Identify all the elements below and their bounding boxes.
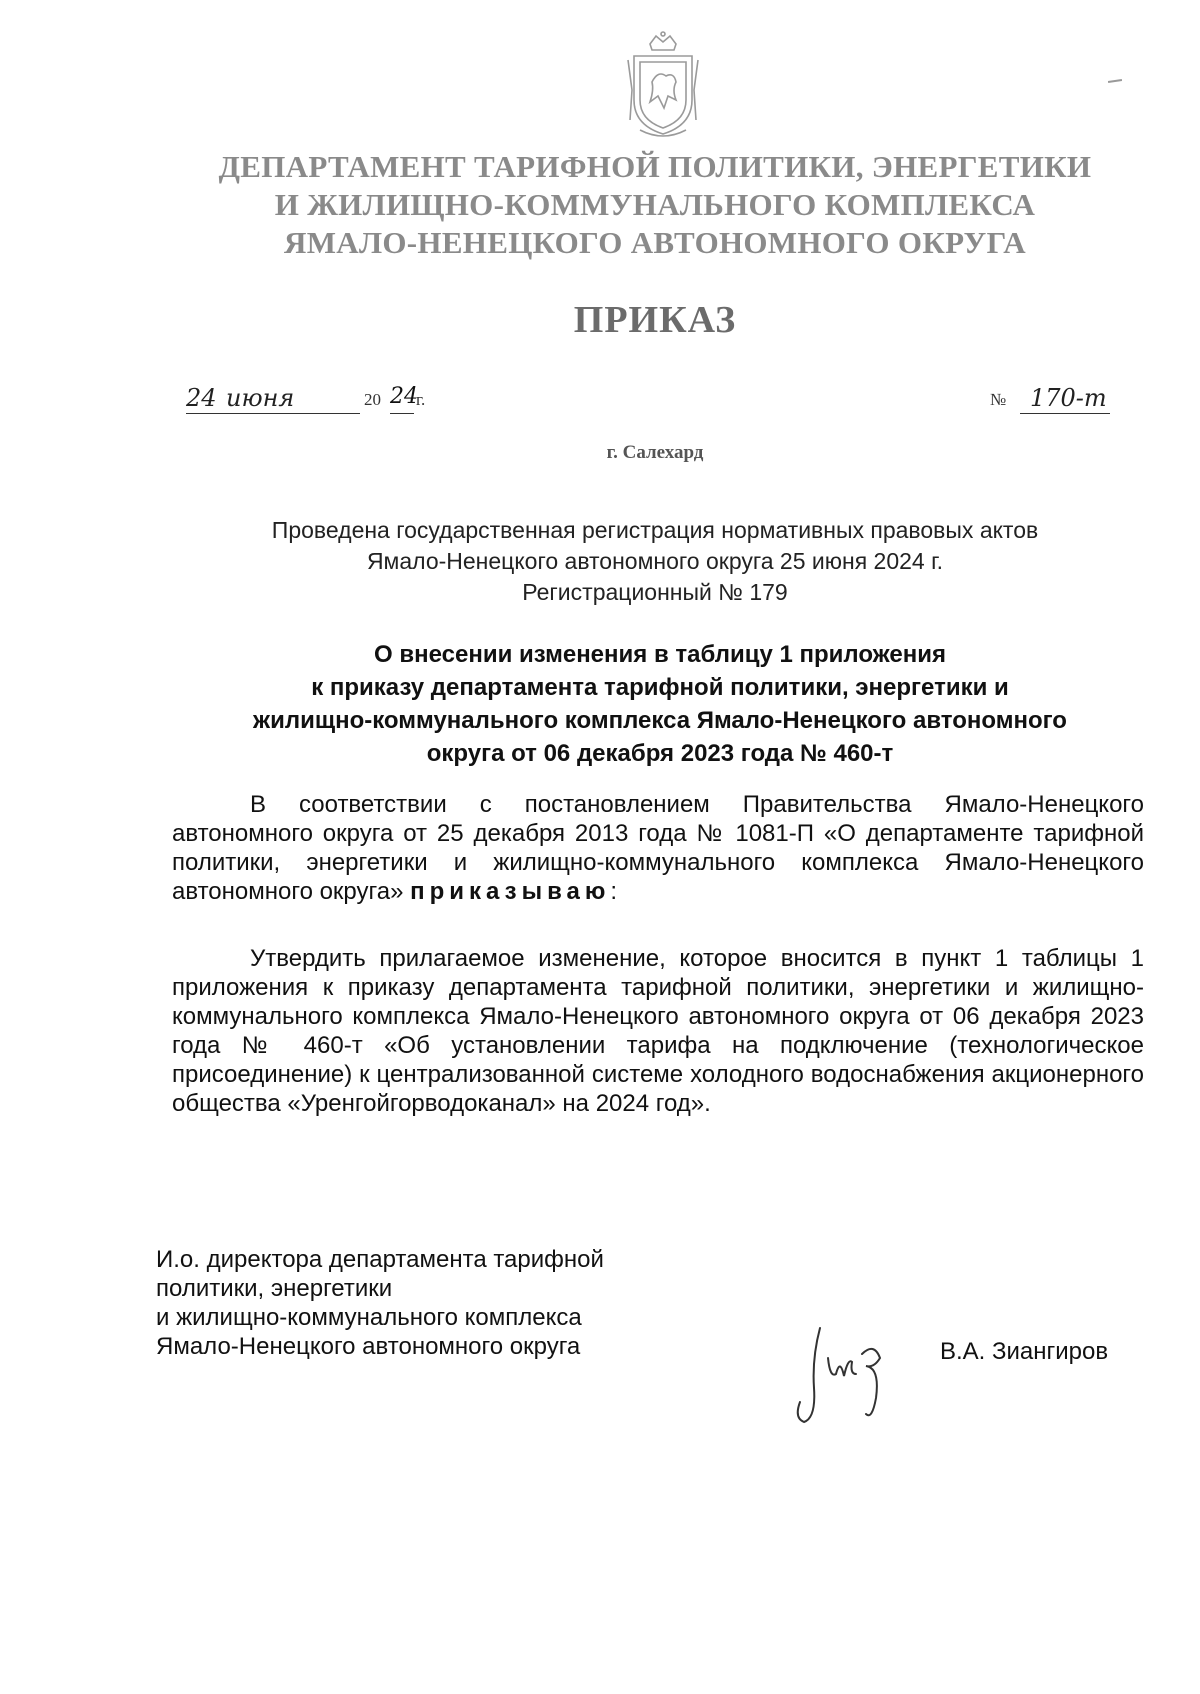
position-line: Ямало-Ненецкого автономного округа — [156, 1333, 581, 1360]
department-line: ЯМАЛО-НЕНЕЦКОГО АВТОНОМНОГО ОКРУГА — [284, 225, 1026, 260]
preamble-text: В соответствии с постановлением Правительства Ямало-Ненецкого автономного округа от 25 декабря 2013 года № 1081-П «О департаменте тарифной политики, энергетики и жилищно-коммунального комплекса Ямало-Ненецкого автономного округа» — [172, 791, 1144, 905]
operative-text: Утвердить прилагаемое изменение, которое вносится в пункт 1 таблицы 1 приложения к приказу департамента тарифной политики, энергетики и жилищно-коммунального комплекса Ямало-Ненецкого автономного округа от 06 декабря 2023 года № 460-т «Об установлении тарифа на подключение (технологическое присоединение) к централизованной системе холодного водоснабжения акционерного общества «Уренгойгорводоканал» на 2024 год». — [172, 945, 1144, 1117]
registration-line: Ямало-Ненецкого автономного округа 25 июня 2024 г. — [366, 548, 944, 574]
operative-paragraph — [172, 944, 1144, 1118]
year-prefix: 20 — [364, 390, 381, 409]
year-underline — [390, 413, 414, 414]
registration-line: Регистрационный № 179 — [522, 579, 788, 605]
coat-of-arms-icon — [620, 30, 706, 140]
position-line: и жилищно-коммунального комплекса — [156, 1304, 582, 1331]
title-line: к приказу департамента тарифной политики, энергетики и — [311, 674, 1009, 701]
date-month: июня — [226, 384, 295, 412]
scan-mark — [1108, 79, 1122, 83]
city: г. Салехард — [606, 442, 704, 463]
handwritten-signature-icon — [790, 1318, 910, 1438]
order-word: приказываю — [410, 878, 611, 905]
year-suffix: 24 — [390, 384, 418, 409]
department-name — [150, 148, 1160, 262]
title-line: округа от 06 декабря 2023 года № 460-т — [426, 740, 894, 767]
order-number — [990, 384, 1115, 414]
signatory-position — [156, 1245, 716, 1361]
preamble-paragraph — [172, 790, 1144, 906]
date-underline — [186, 413, 360, 414]
registration-line: Проведена государственная регистрация нормативных правовых актов — [271, 517, 1039, 543]
department-line: И ЖИЛИЩНО-КОММУНАЛЬНОГО КОМПЛЕКСА — [274, 187, 1036, 222]
department-line: ДЕПАРТАМЕНТ ТАРИФНОЙ ПОЛИТИКИ, ЭНЕРГЕТИКИ — [218, 149, 1092, 184]
year-tail: г. — [416, 390, 426, 409]
signer-name: В.А. Зиангиров — [940, 1338, 1109, 1365]
date-day: 24 — [186, 384, 217, 412]
number-value: 170-т — [1030, 384, 1107, 412]
registration-note — [150, 515, 1160, 608]
order-title — [160, 638, 1160, 770]
position-line: политики, энергетики — [156, 1275, 393, 1302]
preamble-end: : — [610, 878, 618, 905]
position-line: И.о. директора департамента тарифной — [156, 1246, 604, 1273]
number-sign: № — [990, 390, 1007, 409]
document-type: ПРИКАЗ — [573, 299, 737, 341]
number-underline — [1020, 413, 1110, 414]
title-line: О внесении изменения в таблицу 1 приложения — [374, 641, 946, 668]
title-line: жилищно-коммунального комплекса Ямало-Ненецкого автономного — [253, 707, 1067, 734]
